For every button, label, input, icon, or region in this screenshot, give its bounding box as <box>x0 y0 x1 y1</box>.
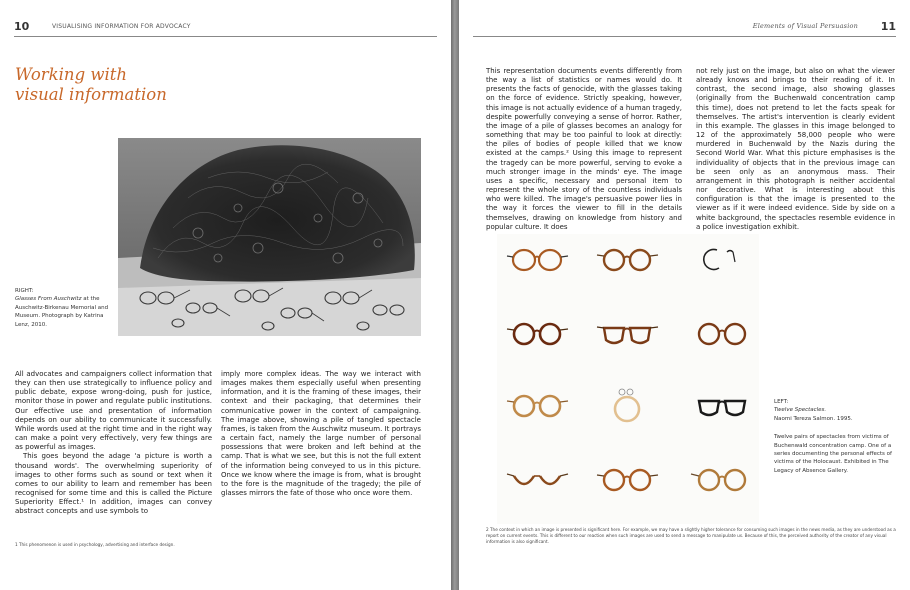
caption-line-2: Auschwitz-Birkenau Memorial and <box>15 304 109 311</box>
book-spine <box>451 0 459 590</box>
running-head-right: Elements of Visual Persuasion <box>752 22 858 30</box>
body-column-1 <box>15 370 212 517</box>
paragraph-4: This representation documents events differently from the way a list of statistics or names would do. It presents the facts of genocide, with the glasses taking on the force of evidence. Strictly speaking, however, this image is not actually evidence of a human tragedy, despite powerfully conveying a sense of horror. Rather, the image of a pile of glasses becomes an analogy for something that may be too painful to look at directly: the piles of bodies of people killed that we know existed at the camps.² Using this image to represent the tragedy can be more powerful, serving to evoke a much stronger image in the minds' eye. The image uses a specific, necessary and personal item to represent the whole story of the countless individuals who were killed. The image's persuasive power lies in the way it forces the viewer to fill in the details themselves, drawing on knowledge from history and popular culture. It does <box>486 67 682 231</box>
pile-of-glasses-photo <box>118 138 421 336</box>
photo-caption-right <box>774 398 892 475</box>
twelve-spectacles-photo <box>497 234 759 524</box>
paragraph-5: not rely just on the image, but also on what the viewer already knows and brings to their reading of it. In contrast, the second image, also showing glasses (originally from the Buchenwald concentration camp this time), does not pretend to let the facts speak for themselves. The artist's intervention is clearly evident in this example. The glasses in this image belonged to 12 of the approximately 58,000 people who were murdered in Buchenwald by the Nazis during the Second World War. What this picture emphasises is the individuality of objects that in the previous image can be seen only as an anonymous mass. Their arrangement in this photograph is neither accidental nor decorative. What is interesting about this configuration is that the image is presented to the viewer as if it were indeed evidence. Side by side on a white background, the spectacles resemble evidence in a police investigation exhibit. <box>696 67 895 231</box>
header-rule-right <box>473 36 896 37</box>
caption-right-text: Twelve pairs of spectacles from victims of Buchenwald concentration camp. One of a series documenting the personal effects of victims of the Holocaust. Exhibited in The Legacy of Absence Gallery. <box>774 434 892 474</box>
header-rule-left <box>14 36 437 37</box>
chapter-title <box>15 65 215 105</box>
caption-label: RIGHT: <box>15 288 34 294</box>
page-number-left: 10 <box>14 20 30 33</box>
title-line-1: Working with <box>15 65 128 84</box>
pile-photo-drawing <box>118 138 421 336</box>
photo-caption-left <box>15 287 120 329</box>
title-line-2: visual information <box>15 85 167 104</box>
footnote-2: 2 The context in which an image is presented is significant here. For example, we may have a slightly higher tolerance for consuming such images in the news media, as they are understood as a report on current events. This is different to our reaction when such images are used to send a message to manipulate us. Because of this, the perceived authority of the creator of any visual information is also significant. <box>486 527 896 544</box>
page-number-right: 11 <box>880 20 896 33</box>
footnote-1: 1 This phenomenon is used in psychology, advertising and interface design. <box>15 542 175 547</box>
paragraph-1: All advocates and campaigners collect information that they can then use strategically to influence policy and public debate, expose wrong-doing, push for justice, monitor those in power and regulate public institutions. Our effective use and presentation of information depends on our ability to communicate it successfully. While words used at the right time and in the right way can make a point very effectively, very few things are as powerful as images. <box>15 370 212 452</box>
caption-right-credit: Naomi Tereza Salmon. 1995. <box>774 415 853 422</box>
left-page <box>0 0 451 590</box>
paragraph-2: This goes beyond the adage 'a picture is worth a thousand words'. The overwhelming superiority of images to other forms such as sound or text when it comes to our ability to learn and remember has been recognised for some time and this is called the Picture Superiority Effect.¹ In addition, images can convey abstract concepts and use symbols to <box>15 452 212 516</box>
caption-line-1: Glasses From Auschwitz at the <box>15 296 100 303</box>
right-page <box>459 0 910 590</box>
running-head-left: VISUALISING INFORMATION FOR ADVOCACY <box>52 23 191 30</box>
right-column-1 <box>486 67 682 232</box>
caption-line-3: Museum. Photograph by Katrina <box>15 313 104 320</box>
caption-line-4: Lenz, 2010. <box>15 321 47 328</box>
caption-right-title: Twelve Spectacles. <box>774 407 827 414</box>
caption-right-label: LEFT: <box>774 399 789 405</box>
right-column-2 <box>696 67 895 232</box>
paragraph-3: imply more complex ideas. The way we interact with images makes them especially useful when presenting information, and it is the framing of these images, their context and their packaging, that determines their communicative power in the context of campaigning. The image above, showing a pile of tangled spectacle frames, is taken from the Auschwitz museum. It portrays a certain fact, namely the large number of personal possessions that were broken and left behind at the camp. That is what we see, but this is not the full extent of the information being conveyed to us in this picture. Once we know where the image is from, what is brought to the fore is the magnitude of the tragedy; the pile of glasses mirrors the fate of those who once wore them. <box>221 370 421 498</box>
caption-title: Glasses From Auschwitz <box>15 296 82 303</box>
body-column-2 <box>221 370 421 498</box>
